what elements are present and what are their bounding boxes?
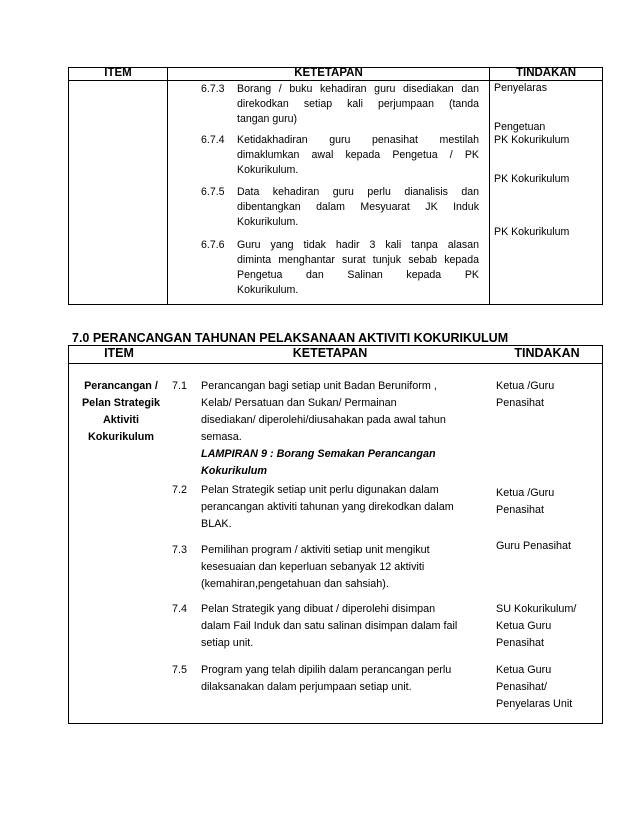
text-line: Penasihat xyxy=(496,504,545,516)
table1-bottom-border xyxy=(68,304,603,305)
table1-right-border xyxy=(602,67,603,305)
text-line: Perancangan bagi setiap unit Badan Beruniform , xyxy=(201,380,437,392)
table1-action: PK Kokurikulum xyxy=(494,134,570,146)
text-line: diminta menghantar surat tunjuk sebab kepada xyxy=(237,254,479,266)
text-line: dilaksanakan dalam perjumpaan setiap unit. xyxy=(201,681,412,693)
table1-row-text xyxy=(237,185,479,230)
text-line: kesesuaian dan keperluan sebanyak 12 aktiviti xyxy=(201,561,425,573)
text-line: Pelan Strategik setiap unit perlu digunakan dalam xyxy=(201,484,439,496)
table2-row-number: 7.1 xyxy=(172,380,188,392)
table1-header-ketetapan: KETETAPAN xyxy=(294,67,363,79)
text-line: Penyelaras Unit xyxy=(496,698,573,710)
lampiran-reference: Kokurikulum xyxy=(201,465,267,477)
text-line: Pemilihan program / aktiviti setiap unit mengikut xyxy=(201,544,430,556)
table2-row-number: 7.5 xyxy=(172,664,188,676)
text-line: Pelan Strategik yang dibuat / diperolehi disimpan xyxy=(201,603,436,615)
text-line: SU Kokurikulum/ xyxy=(496,603,577,615)
text-line: Kokurikulum. xyxy=(237,164,299,176)
table1-header-tindakan: TINDAKAN xyxy=(515,67,577,79)
text-line: setiap unit. xyxy=(201,637,254,649)
text-line: tangan guru) xyxy=(237,113,298,125)
table2-header-tindakan: TINDAKAN xyxy=(514,346,580,360)
text-line: Penasihat/ xyxy=(496,681,548,693)
text-line: Guru yang tidak hadir 3 kali tanpa alasan xyxy=(237,239,479,251)
table1-row-number: 6.7.3 xyxy=(201,83,225,95)
text-line: direkodkan setiap kali perjumpaan (tanda xyxy=(237,98,479,110)
table2-item-label xyxy=(72,378,170,446)
text-line: Ketidakhadiran guru penasihat mestilah xyxy=(237,134,479,146)
table1-action: PK Kokurikulum xyxy=(494,173,570,185)
table2-left-border xyxy=(68,345,69,724)
text-line: Pelan Strategik xyxy=(81,397,160,409)
table1-row-text xyxy=(237,238,479,298)
text-line: dalam Fail Induk dan satu salinan disimpan dalam fail xyxy=(201,620,458,632)
text-line: disediakan/ diperolehi/diusahakan pada awal tahun xyxy=(201,414,446,426)
text-line: Kokurikulum. xyxy=(237,284,299,296)
table2-header-ketetapan: KETETAPAN xyxy=(292,346,368,360)
text-line: Penasihat xyxy=(496,637,545,649)
text-line: Kelab/ Persatuan dan Sukan/ Permainan xyxy=(201,397,397,409)
table1-col-divider-2 xyxy=(489,67,490,305)
table1-action: PK Kokurikulum xyxy=(494,226,570,238)
table1-col-divider-1 xyxy=(167,67,168,305)
table2-row-number: 7.4 xyxy=(172,603,188,615)
text-line: Ketua Guru xyxy=(496,664,552,676)
text-line: Ketua Guru xyxy=(496,620,552,632)
text-line: dibentangkan dalam Mesyuarat JK Induk xyxy=(237,201,479,213)
table2-action xyxy=(496,662,572,713)
table2-header-item: ITEM xyxy=(104,346,134,360)
text-line: Kokurikulum. xyxy=(237,216,299,228)
text-line: Guru Penasihat xyxy=(496,540,572,552)
table2-row-text xyxy=(201,662,491,696)
table1-row-number: 6.7.4 xyxy=(201,134,225,146)
table1-header-item: ITEM xyxy=(104,67,132,79)
text-line: Kokurikulum xyxy=(88,431,154,443)
table2-row-text xyxy=(201,378,491,480)
table1-action: Pengetuan xyxy=(494,121,546,133)
text-line: semasa. xyxy=(201,431,242,443)
table2-row-number: 7.3 xyxy=(172,544,188,556)
text-line: dimaklumkan awal kepada Pengetua / PK xyxy=(237,149,479,161)
table2-row-text xyxy=(201,601,491,652)
table1-row-text xyxy=(237,133,479,178)
table2-action xyxy=(496,378,554,412)
text-line: perancangan aktiviti tahunan yang direkodkan dalam xyxy=(201,501,454,513)
table1-left-border xyxy=(68,67,69,305)
table2-action xyxy=(496,601,576,652)
table2-row-number: 7.2 xyxy=(172,484,188,496)
text-line: Ketua /Guru xyxy=(496,487,555,499)
section-title: 7.0 PERANCANGAN TAHUNAN PELAKSANAAN AKTIVITI KOKURIKULUM xyxy=(72,331,509,345)
lampiran-reference: LAMPIRAN 9 : Borang Semakan Perancangan xyxy=(201,448,436,460)
text-line: BLAK. xyxy=(201,518,232,530)
text-line: (kemahiran,pengetahuan dan sahsiah). xyxy=(201,578,389,590)
table2-header-border xyxy=(68,363,603,364)
table1-row-number: 6.7.5 xyxy=(201,186,225,198)
table1-row-text xyxy=(237,82,479,127)
table2-bottom-border xyxy=(68,723,603,724)
text-line: Data kehadiran guru perlu dianalisis dan xyxy=(237,186,479,198)
text-line: Aktiviti xyxy=(103,414,139,426)
table2-right-border xyxy=(602,345,603,724)
text-line: Penasihat xyxy=(496,397,545,409)
text-line: Borang / buku kehadiran guru disediakan dan xyxy=(237,83,479,95)
table1-action: Penyelaras xyxy=(494,82,547,94)
text-line: Pengetua dan Salinan kepada PK xyxy=(237,269,479,281)
text-line: Program yang telah dipilih dalam perancangan perlu xyxy=(201,664,452,676)
text-line: Perancangan / xyxy=(84,380,158,392)
table2-row-text xyxy=(201,542,491,593)
text-line: Ketua /Guru xyxy=(496,380,555,392)
table1-row-number: 6.7.6 xyxy=(201,239,225,251)
table2-action xyxy=(496,485,554,519)
table2-row-text xyxy=(201,482,491,533)
table2-action xyxy=(496,538,571,555)
